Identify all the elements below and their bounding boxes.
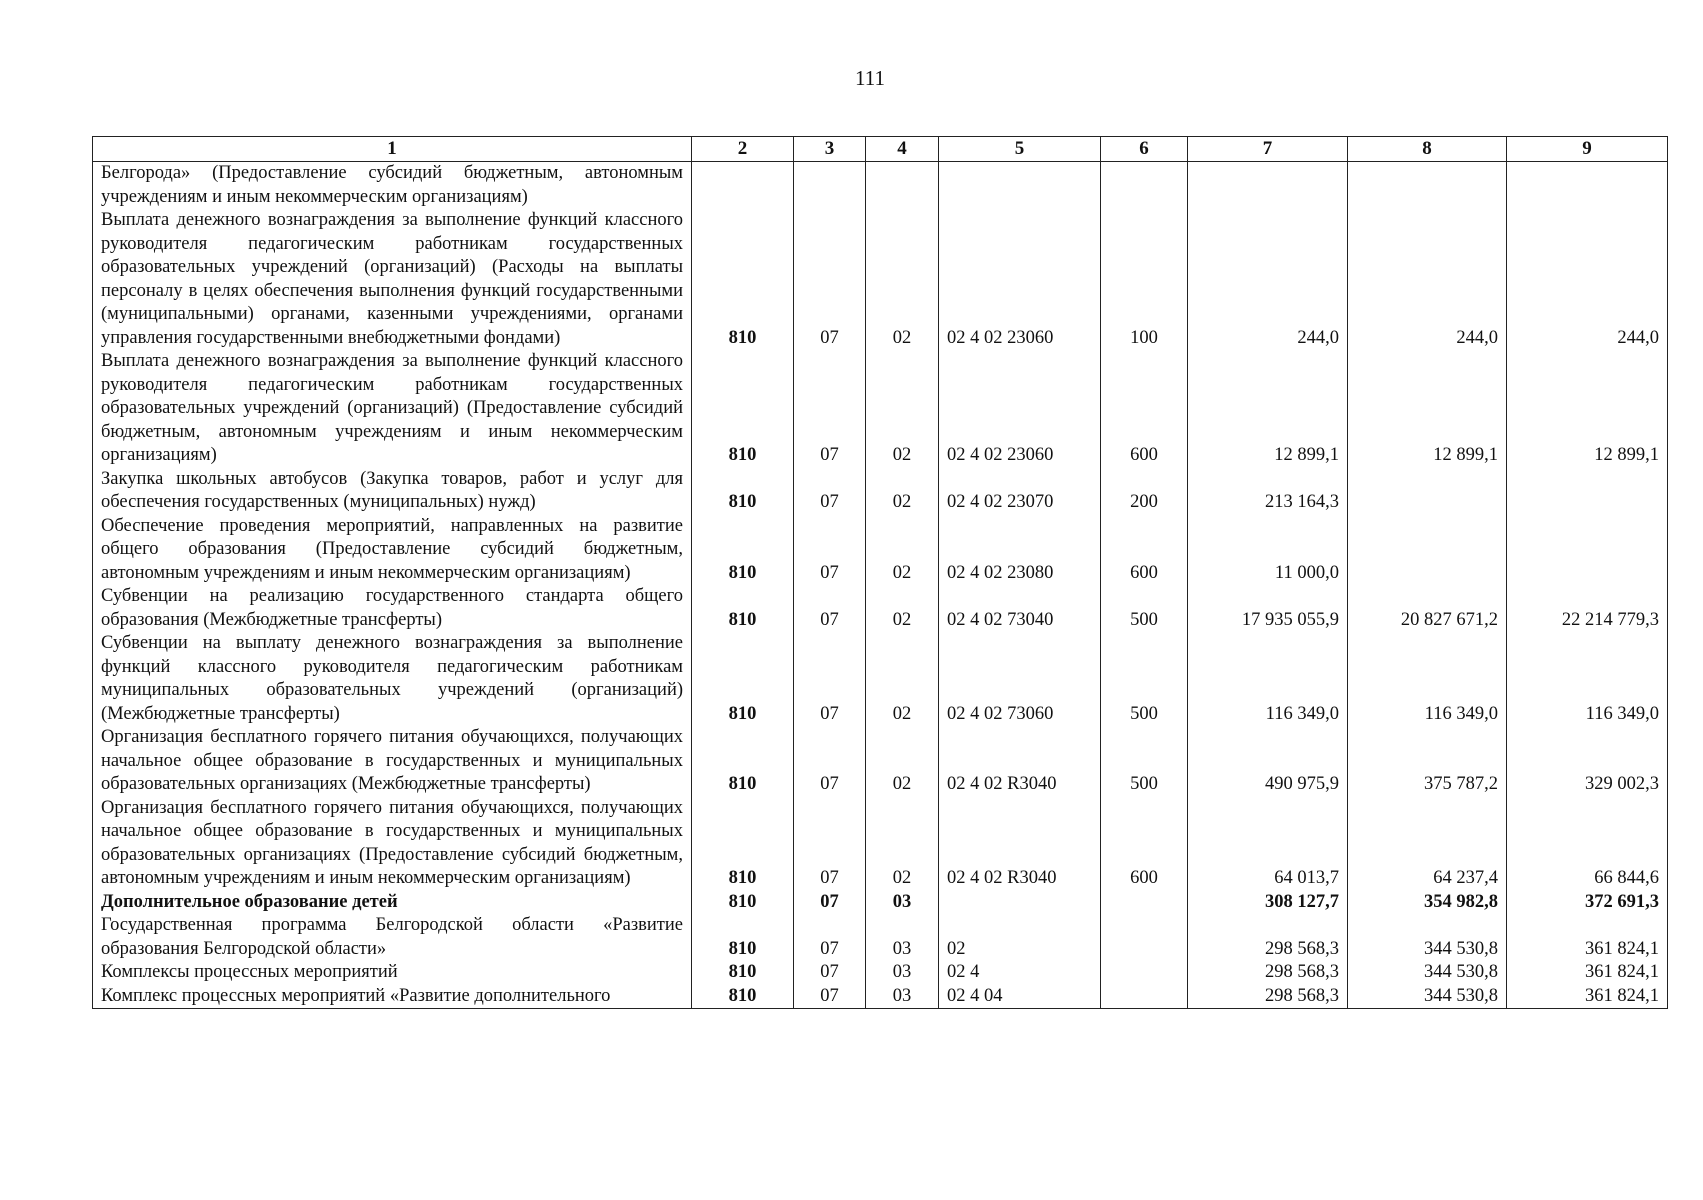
section-code: 07 — [794, 585, 866, 632]
ministry-code: 810 — [692, 914, 794, 961]
section-code: 07 — [794, 726, 866, 797]
section-code: 07 — [794, 961, 866, 985]
expense-type-code: 600 — [1101, 350, 1188, 468]
section-code: 07 — [794, 515, 866, 586]
column-header: 7 — [1188, 137, 1348, 162]
ministry-code: 810 — [692, 515, 794, 586]
expense-type-code: 200 — [1101, 468, 1188, 515]
table-body — [93, 162, 1668, 1009]
amount-year-1: 490 975,9 — [1188, 726, 1348, 797]
column-header: 4 — [866, 137, 939, 162]
amount-year-2: 354 982,8 — [1348, 891, 1507, 915]
target-article-code — [939, 162, 1101, 210]
row-description: Обеспечение проведения мероприятий, направленных на развитие общего образования (Предоставление субсидий бюджетным, автономным учреждениям и иным некоммерческим организациям) — [93, 515, 692, 586]
expense-type-code: 500 — [1101, 726, 1188, 797]
table-row — [93, 468, 1668, 515]
amount-year-3: 22 214 779,3 — [1507, 585, 1668, 632]
table-row — [93, 162, 1668, 210]
amount-year-1: 17 935 055,9 — [1188, 585, 1348, 632]
table-row — [93, 961, 1668, 985]
expense-type-code: 600 — [1101, 515, 1188, 586]
row-description: Организация бесплатного горячего питания обучающихся, получающих начальное общее образование в государственных и муниципальных образовательных организациях (Предоставление субсидий бюджетным, автономным учреждениям и иным некоммерческим организациям) — [93, 797, 692, 891]
target-article-code: 02 4 02 R3040 — [939, 726, 1101, 797]
row-description: Комплексы процессных мероприятий — [93, 961, 692, 985]
table-row — [93, 515, 1668, 586]
amount-year-3: 361 824,1 — [1507, 914, 1668, 961]
target-article-code: 02 4 02 73040 — [939, 585, 1101, 632]
expense-type-code — [1101, 162, 1188, 210]
subsection-code — [866, 162, 939, 210]
amount-year-2: 375 787,2 — [1348, 726, 1507, 797]
section-code: 07 — [794, 350, 866, 468]
row-description: Выплата денежного вознаграждения за выполнение функций классного руководителя педагогическим работникам государственных образовательных учреждений (организаций) (Предоставление субсидий бюджетным, автономным учреждениям и иным некоммерческим организациям) — [93, 350, 692, 468]
expense-type-code — [1101, 914, 1188, 961]
target-article-code: 02 4 04 — [939, 985, 1101, 1009]
amount-year-3: 12 899,1 — [1507, 350, 1668, 468]
amount-year-2: 344 530,8 — [1348, 961, 1507, 985]
column-header: 9 — [1507, 137, 1668, 162]
amount-year-2 — [1348, 162, 1507, 210]
amount-year-2: 344 530,8 — [1348, 914, 1507, 961]
ministry-code: 810 — [692, 468, 794, 515]
expense-type-code — [1101, 891, 1188, 915]
amount-year-3: 116 349,0 — [1507, 632, 1668, 726]
row-description: Государственная программа Белгородской области «Развитие образования Белгородской области» — [93, 914, 692, 961]
ministry-code: 810 — [692, 797, 794, 891]
amount-year-1: 12 899,1 — [1188, 350, 1348, 468]
ministry-code — [692, 162, 794, 210]
subsection-code: 02 — [866, 515, 939, 586]
subsection-code: 03 — [866, 891, 939, 915]
row-description: Закупка школьных автобусов (Закупка товаров, работ и услуг для обеспечения государственных (муниципальных) нужд) — [93, 468, 692, 515]
table-row — [93, 797, 1668, 891]
amount-year-3: 372 691,3 — [1507, 891, 1668, 915]
subsection-code: 02 — [866, 797, 939, 891]
amount-year-3 — [1507, 515, 1668, 586]
subsection-code: 02 — [866, 632, 939, 726]
ministry-code: 810 — [692, 985, 794, 1009]
amount-year-1: 298 568,3 — [1188, 914, 1348, 961]
amount-year-1: 11 000,0 — [1188, 515, 1348, 586]
table-row — [93, 914, 1668, 961]
row-description: Выплата денежного вознаграждения за выполнение функций классного руководителя педагогическим работникам государственных образовательных учреждений (организаций) (Расходы на выплаты персоналу в целях обеспечения выполнения функций государственными (муниципальными) органами, казенными учреждениями, органами управления государственными внебюджетными фондами) — [93, 209, 692, 350]
amount-year-2: 116 349,0 — [1348, 632, 1507, 726]
table-row — [93, 585, 1668, 632]
row-description: Дополнительное образование детей — [93, 891, 692, 915]
expense-type-code: 600 — [1101, 797, 1188, 891]
subsection-code: 03 — [866, 914, 939, 961]
column-header: 3 — [794, 137, 866, 162]
ministry-code: 810 — [692, 961, 794, 985]
section-code: 07 — [794, 209, 866, 350]
amount-year-1: 308 127,7 — [1188, 891, 1348, 915]
subsection-code: 02 — [866, 726, 939, 797]
target-article-code: 02 — [939, 914, 1101, 961]
header-row — [93, 137, 1668, 162]
column-header: 8 — [1348, 137, 1507, 162]
amount-year-3: 361 824,1 — [1507, 985, 1668, 1009]
expense-type-code — [1101, 985, 1188, 1009]
column-header: 6 — [1101, 137, 1188, 162]
amount-year-1 — [1188, 162, 1348, 210]
target-article-code: 02 4 02 R3040 — [939, 797, 1101, 891]
ministry-code: 810 — [692, 891, 794, 915]
section-code: 07 — [794, 632, 866, 726]
amount-year-3 — [1507, 468, 1668, 515]
table-row — [93, 632, 1668, 726]
expense-type-code — [1101, 961, 1188, 985]
table-row — [93, 985, 1668, 1009]
column-header: 5 — [939, 137, 1101, 162]
section-code: 07 — [794, 914, 866, 961]
amount-year-2: 20 827 671,2 — [1348, 585, 1507, 632]
amount-year-3 — [1507, 162, 1668, 210]
amount-year-1: 244,0 — [1188, 209, 1348, 350]
budget-table — [92, 136, 1668, 1009]
amount-year-3: 244,0 — [1507, 209, 1668, 350]
subsection-code: 02 — [866, 209, 939, 350]
expense-type-code: 500 — [1101, 632, 1188, 726]
ministry-code: 810 — [692, 209, 794, 350]
subsection-code: 02 — [866, 585, 939, 632]
section-code: 07 — [794, 797, 866, 891]
ministry-code: 810 — [692, 350, 794, 468]
target-article-code: 02 4 02 23060 — [939, 350, 1101, 468]
amount-year-1: 298 568,3 — [1188, 985, 1348, 1009]
expense-type-code: 500 — [1101, 585, 1188, 632]
ministry-code: 810 — [692, 585, 794, 632]
subsection-code: 03 — [866, 961, 939, 985]
amount-year-3: 329 002,3 — [1507, 726, 1668, 797]
target-article-code — [939, 891, 1101, 915]
page-number: 111 — [855, 66, 885, 90]
amount-year-3: 66 844,6 — [1507, 797, 1668, 891]
ministry-code: 810 — [692, 632, 794, 726]
row-description: Комплекс процессных мероприятий «Развитие дополнительного — [93, 985, 692, 1009]
amount-year-3: 361 824,1 — [1507, 961, 1668, 985]
target-article-code: 02 4 02 23070 — [939, 468, 1101, 515]
target-article-code: 02 4 02 73060 — [939, 632, 1101, 726]
amount-year-1: 298 568,3 — [1188, 961, 1348, 985]
target-article-code: 02 4 02 23080 — [939, 515, 1101, 586]
column-header: 1 — [93, 137, 692, 162]
target-article-code: 02 4 — [939, 961, 1101, 985]
table-row — [93, 726, 1668, 797]
amount-year-2 — [1348, 515, 1507, 586]
target-article-code: 02 4 02 23060 — [939, 209, 1101, 350]
amount-year-1: 116 349,0 — [1188, 632, 1348, 726]
amount-year-2: 344 530,8 — [1348, 985, 1507, 1009]
table-row — [93, 209, 1668, 350]
amount-year-1: 213 164,3 — [1188, 468, 1348, 515]
row-description: Организация бесплатного горячего питания обучающихся, получающих начальное общее образование в государственных и муниципальных образовательных организациях (Межбюджетные трансферты) — [93, 726, 692, 797]
section-code: 07 — [794, 985, 866, 1009]
amount-year-2: 64 237,4 — [1348, 797, 1507, 891]
table-row — [93, 891, 1668, 915]
section-code: 07 — [794, 891, 866, 915]
amount-year-2: 12 899,1 — [1348, 350, 1507, 468]
section-code — [794, 162, 866, 210]
row-description: Субвенции на выплату денежного вознаграждения за выполнение функций классного руководителя педагогическим работникам муниципальных образовательных учреждений (организаций) (Межбюджетные трансферты) — [93, 632, 692, 726]
row-description: Субвенции на реализацию государственного стандарта общего образования (Межбюджетные трансферты) — [93, 585, 692, 632]
ministry-code: 810 — [692, 726, 794, 797]
expense-type-code: 100 — [1101, 209, 1188, 350]
table-row — [93, 350, 1668, 468]
section-code: 07 — [794, 468, 866, 515]
subsection-code: 02 — [866, 350, 939, 468]
subsection-code: 02 — [866, 468, 939, 515]
subsection-code: 03 — [866, 985, 939, 1009]
column-header: 2 — [692, 137, 794, 162]
amount-year-1: 64 013,7 — [1188, 797, 1348, 891]
amount-year-2 — [1348, 468, 1507, 515]
amount-year-2: 244,0 — [1348, 209, 1507, 350]
row-description: Белгорода» (Предоставление субсидий бюджетным, автономным учреждениям и иным некоммерческим организациям) — [93, 162, 692, 210]
